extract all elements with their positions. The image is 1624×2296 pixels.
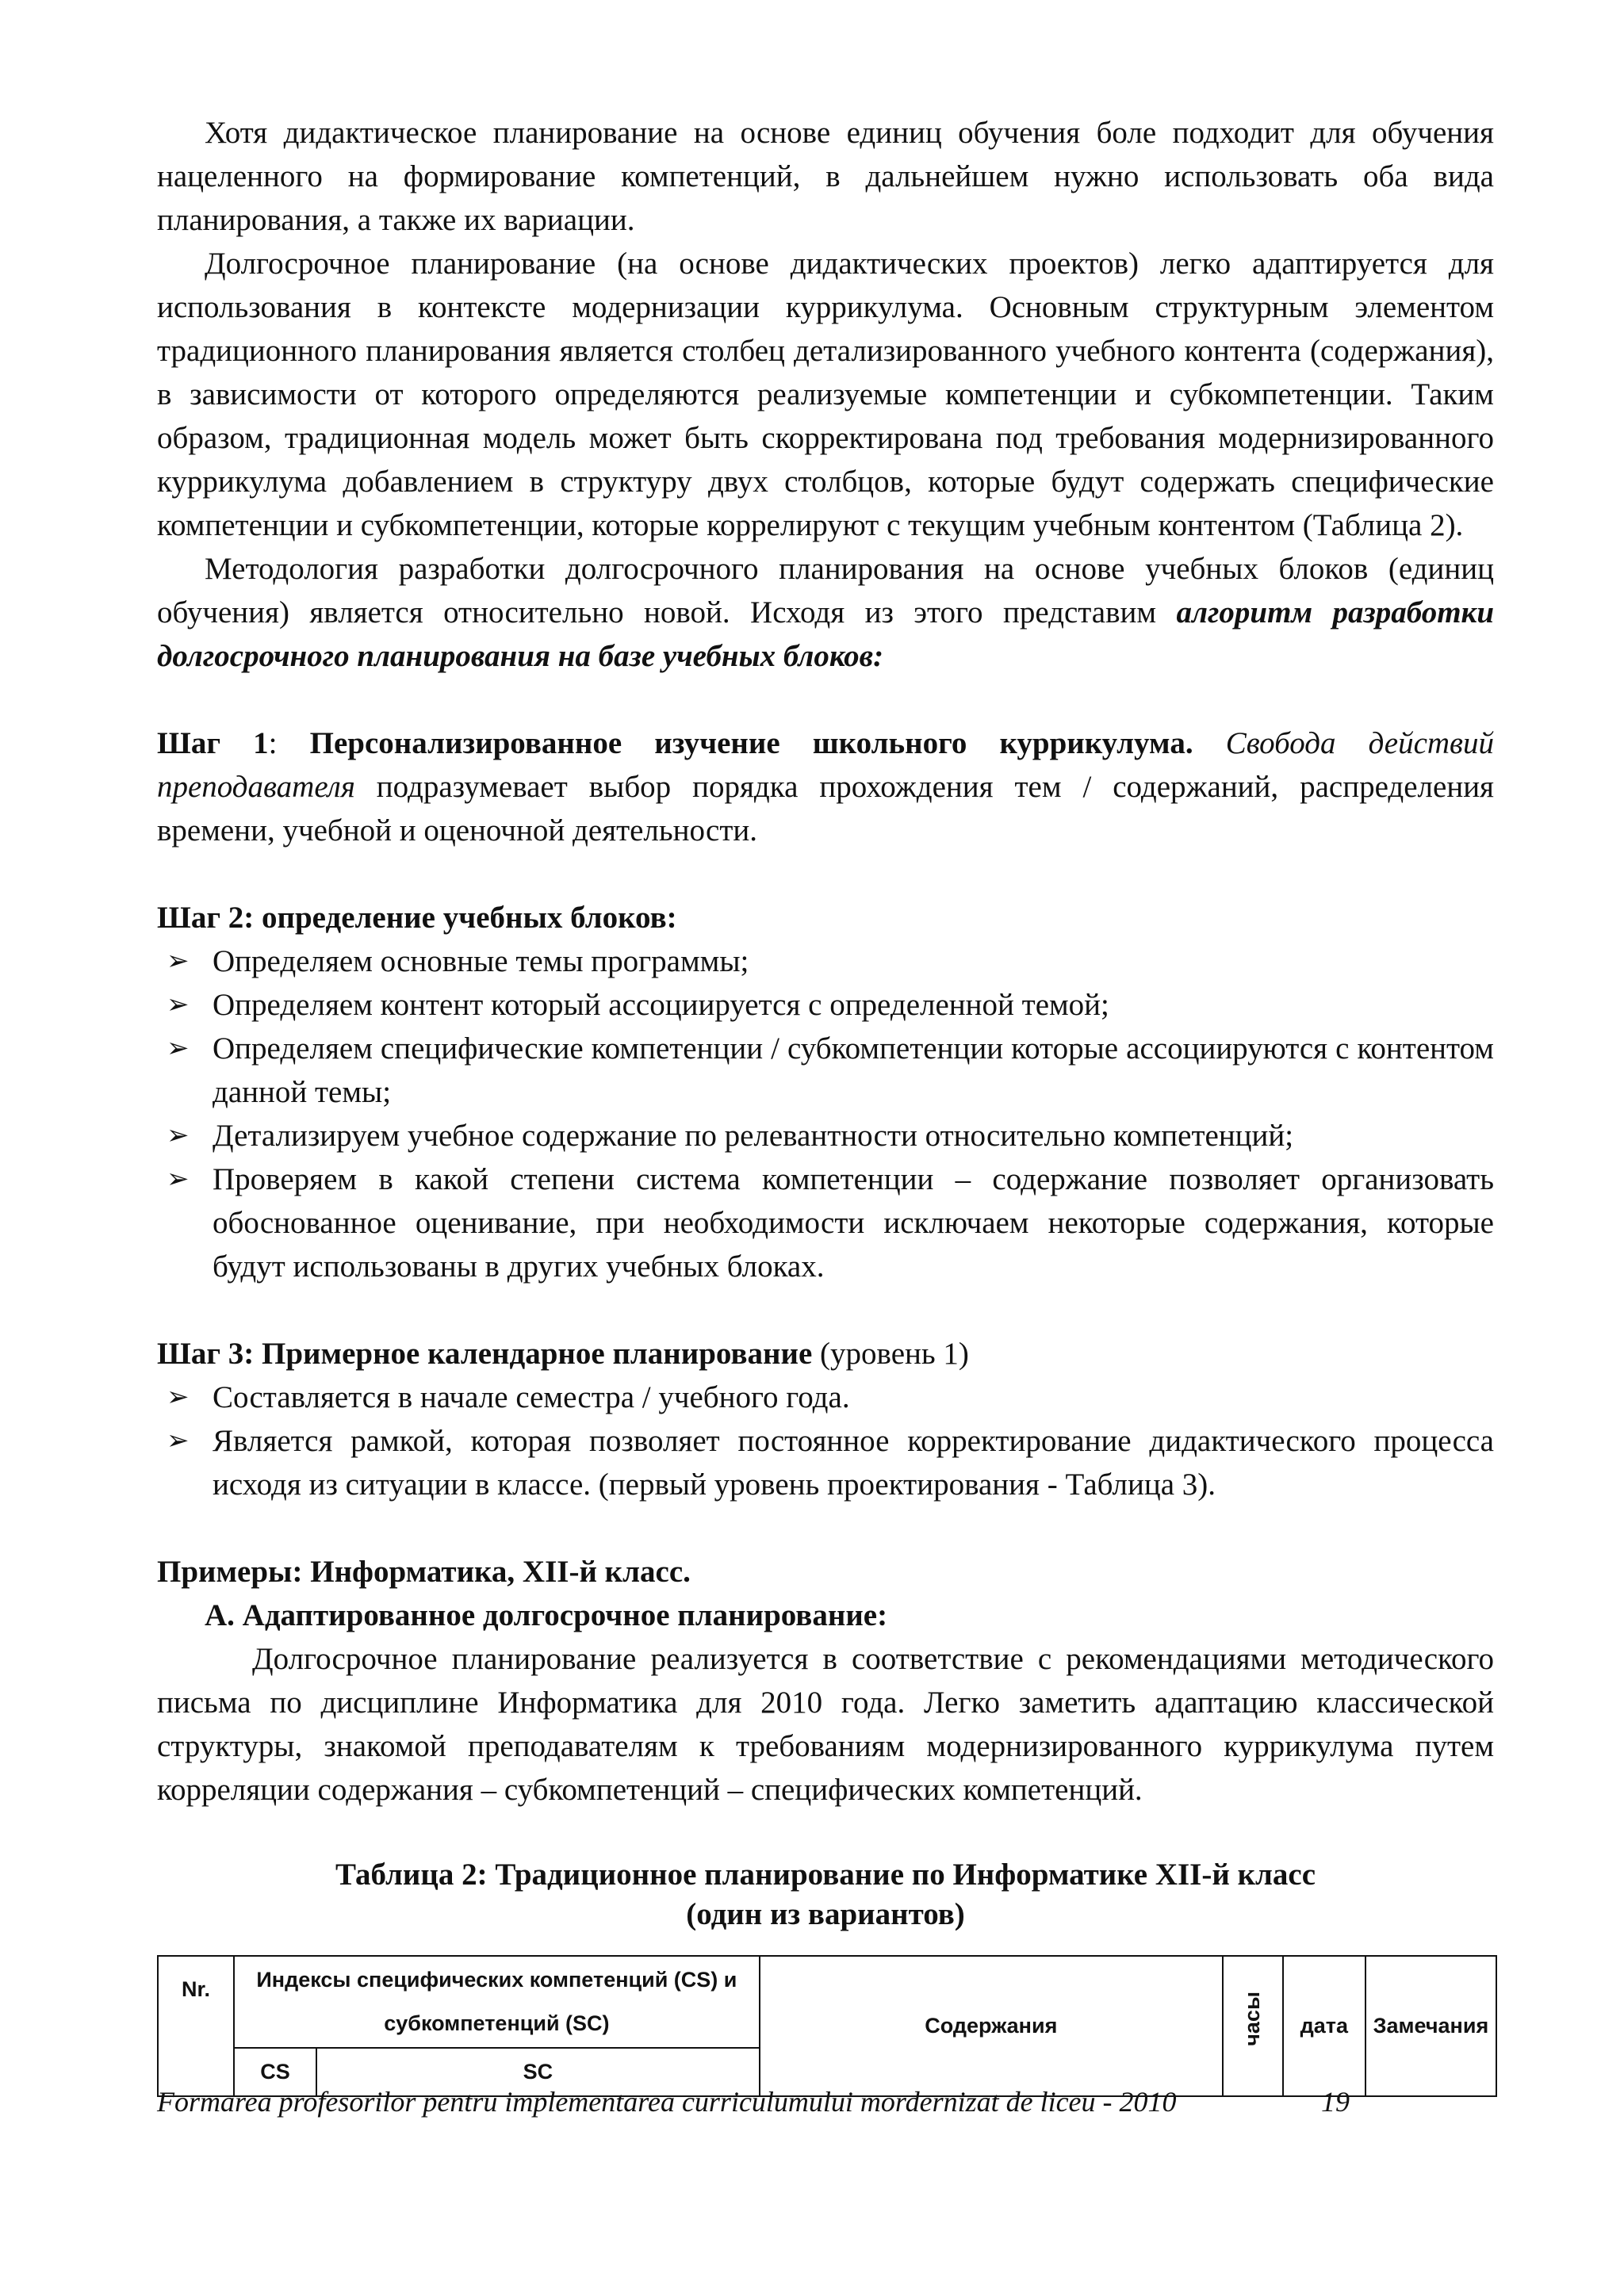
header-content: Содержания (760, 1956, 1223, 2096)
step-3-title: Шаг 3: Примерное календарное планирование (уровень 1) (157, 1337, 969, 1371)
paragraph-2: Долгосрочное планирование (на основе дидактических проектов) легко адаптируется для использования в контексте модернизации куррикулума. Основным структурным элементом традиционного планирования является столбец детализированного учебного контента (содержания), в зависимости от которого определяются реализуемые компетенции и субкомпетенции. Таким образом, традиционная модель может быть скорректирована под требования модернизированного куррикулума добавлением в структуру двух столбцов, которые будут содержать специфические компетенции и субкомпетенции, которые коррелируют с текущим учебным контентом (Таблица 2). (157, 247, 1494, 542)
arrow-bullet-icon: ➢ (167, 1032, 190, 1064)
header-nr: Nr. (158, 1956, 234, 2096)
header-notes: Замечания (1365, 1956, 1496, 2096)
arrow-bullet-icon: ➢ (167, 1119, 190, 1151)
step-1-italic: Свобода действий преподавателя (157, 726, 1494, 804)
arrow-bullet-icon: ➢ (167, 1425, 190, 1456)
page-number: 19 (1321, 2086, 1350, 2118)
paragraph-3 (157, 547, 1494, 678)
page-body (157, 111, 1494, 2097)
step-1-title: Персонализированное изучение школьного куррикулума. (309, 726, 1193, 760)
list-item: ➢ Определяем специфические компетенции / субкомпетенции которые ассоциируются с контентом данной темы; (213, 1027, 1494, 1114)
step-2-title: Шаг 2: определение учебных блоков: (157, 901, 677, 935)
list-item: ➢ Детализируем учебное содержание по релевантности относительно компетенций; (213, 1114, 1494, 1158)
page-footer (157, 2085, 1350, 2118)
planning-table (157, 1955, 1497, 2097)
header-sc: SC (316, 2048, 760, 2096)
arrow-bullet-icon: ➢ (167, 1381, 190, 1413)
header-cs: CS (234, 2048, 316, 2096)
step-1-label: Шаг 1 (157, 726, 269, 760)
footer-text: Formarea profesorilor pentru implementarea curriculumului mordernizat de liceu - 2010 (157, 2086, 1177, 2118)
step-2-list (157, 939, 1494, 1288)
list-item: ➢ Проверяем в какой степени система компетенции – содержание позволяет организовать обоснованное оценивание, при необходимости исключаем некоторые содержания, которые будут использованы в других учебных блоках. (213, 1158, 1494, 1288)
list-item: ➢ Составляется в начале семестра / учебного года. (213, 1376, 1494, 1419)
examples-text: Долгосрочное планирование реализуется в соответствие с рекомендациями методического письма по дисциплине Информатика для 2010 года. Легко заметить адаптацию классической структуры, знакомой преподавателям к требованиям модернизированного куррикулума путем корреляции содержания – субкомпетенций – специфических компетенций. (157, 1642, 1494, 1807)
paragraph-3-text: Методология разработки долгосрочного планирования на основе учебных блоков (единиц обучения) является относительно новой. Исходя из этого представим (157, 552, 1494, 629)
examples-subtitle: A. Адаптированное долгосрочное планирование: (205, 1598, 888, 1632)
step-1-text: подразумевает выбор порядка прохождения тем / содержаний, распределения времени, учебной и оценочной деятельности. (157, 770, 1494, 848)
list-item: ➢ Является рамкой, которая позволяет постоянное корректирование дидактического процесса исходя из ситуации в классе. (первый уровень проектирования - Таблица 3). (213, 1419, 1494, 1506)
list-item: ➢ Определяем контент который ассоциируется с определенной темой; (213, 983, 1494, 1027)
header-date: дата (1283, 1956, 1365, 2096)
table-caption-line-2: (один из вариантов) (686, 1897, 965, 1931)
step-1: Шаг 1: Персонализированное изучение школьного куррикулума. Свобода действий преподавателя подразумевает выбор порядка прохождения тем / содержаний, распределения времени, учебной и оценочной деятельности. (157, 726, 1494, 848)
header-indices: Индексы специфических компетенций (CS) и субкомпетенций (SC) (234, 1956, 760, 2048)
paragraph-1: Хотя дидактическое планирование на основе единиц обучения боле подходит для обучения нацеленного на формирование компетенций, в дальнейшем нужно использовать оба вида планирования, а также их вариации. (157, 116, 1494, 237)
arrow-bullet-icon: ➢ (167, 1163, 190, 1195)
examples-title: Примеры: Информатика, XII-й класс. (157, 1555, 691, 1589)
step-3-list (157, 1376, 1494, 1506)
table-caption-line-1: Таблица 2: Традиционное планирование по Информатике XII-й класс (335, 1858, 1316, 1892)
arrow-bullet-icon: ➢ (167, 945, 190, 977)
arrow-bullet-icon: ➢ (167, 989, 190, 1020)
header-hours: часы (1223, 1956, 1283, 2096)
paragraph-3-emphasis: алгоритм разработки долгосрочного планирования на базе учебных блоков: (157, 595, 1495, 673)
list-item: ➢ Определяем основные темы программы; (213, 939, 1494, 983)
